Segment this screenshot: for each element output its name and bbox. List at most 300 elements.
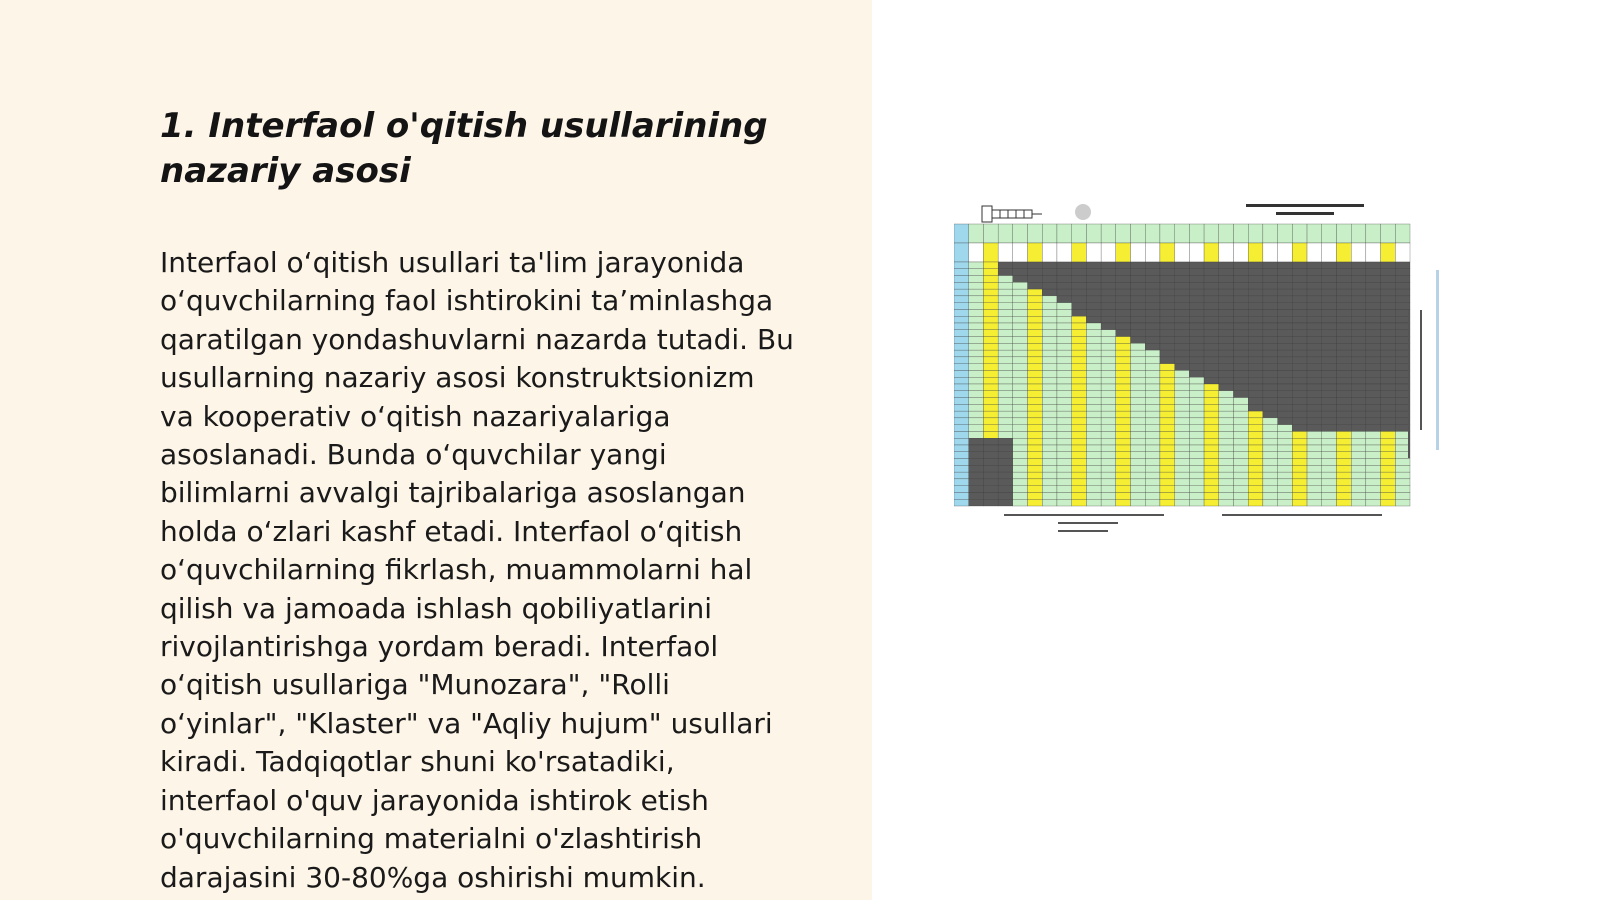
table-body-cell	[1013, 350, 1028, 357]
table-header-cell	[983, 224, 998, 243]
table-header-cell	[1086, 243, 1101, 262]
table-body-cell	[954, 384, 969, 391]
table-body-cell	[1278, 269, 1293, 276]
table-body-cell	[1263, 465, 1278, 472]
table-body-cell	[1145, 343, 1160, 350]
table-body-cell	[1381, 276, 1396, 283]
table-body-cell	[1278, 316, 1293, 323]
table-body-cell	[1248, 337, 1263, 344]
table-body-cell	[1145, 472, 1160, 479]
table-body-cell	[1204, 391, 1219, 398]
table-body-cell	[1307, 309, 1322, 316]
table-header-cell	[1204, 243, 1219, 262]
table-body-cell	[1322, 391, 1337, 398]
table-body-cell	[1057, 411, 1072, 418]
table-body-cell	[1395, 438, 1410, 445]
table-body-cell	[1042, 499, 1057, 506]
table-body-cell	[1351, 459, 1366, 466]
table-body-cell	[1263, 438, 1278, 445]
table-body-cell	[1219, 370, 1234, 377]
table-body-cell	[1189, 486, 1204, 493]
table-body-cell	[954, 418, 969, 425]
table-body-cell	[1189, 337, 1204, 344]
table-body-cell	[1233, 418, 1248, 425]
table-body-cell	[1322, 398, 1337, 405]
table-body-cell	[1233, 269, 1248, 276]
table-body-cell	[1248, 282, 1263, 289]
table-body-cell	[1204, 370, 1219, 377]
table-body-cell	[1131, 431, 1146, 438]
table-body-cell	[1072, 499, 1087, 506]
table-body-cell	[1233, 377, 1248, 384]
table-body-cell	[1189, 269, 1204, 276]
table-body-cell	[1145, 398, 1160, 405]
table-body-cell	[1131, 330, 1146, 337]
table-body-cell	[998, 262, 1013, 269]
table-body-cell	[1292, 364, 1307, 371]
table-body-cell	[983, 357, 998, 364]
table-body-cell	[1366, 357, 1381, 364]
table-body-cell	[1278, 472, 1293, 479]
table-body-cell	[969, 350, 984, 357]
table-body-cell	[969, 377, 984, 384]
table-header-cell	[1395, 224, 1410, 243]
table-body-cell	[1189, 364, 1204, 371]
table-body-cell	[1072, 384, 1087, 391]
table-header-cell	[969, 243, 984, 262]
table-body-cell	[1204, 425, 1219, 432]
table-body-cell	[1204, 262, 1219, 269]
table-header-cell	[1028, 224, 1043, 243]
table-body-cell	[1366, 337, 1381, 344]
table-body-cell	[1292, 384, 1307, 391]
table-body-cell	[1028, 384, 1043, 391]
table-body-cell	[1101, 276, 1116, 283]
table-body-cell	[1278, 384, 1293, 391]
table-body-cell	[1131, 486, 1146, 493]
table-body-cell	[1086, 404, 1101, 411]
table-body-cell	[1366, 452, 1381, 459]
table-body-cell	[1278, 411, 1293, 418]
table-body-cell	[1101, 289, 1116, 296]
table-body-cell	[1336, 364, 1351, 371]
table-body-cell	[1204, 492, 1219, 499]
table-body-cell	[1366, 398, 1381, 405]
table-body-cell	[1175, 404, 1190, 411]
table-body-cell	[1278, 337, 1293, 344]
table-body-cell	[1086, 492, 1101, 499]
table-body-cell	[969, 276, 984, 283]
table-body-cell	[1219, 486, 1234, 493]
table-body-cell	[1322, 269, 1337, 276]
table-body-cell	[1072, 370, 1087, 377]
table-body-cell	[1351, 364, 1366, 371]
table-body-cell	[1086, 364, 1101, 371]
table-body-cell	[1248, 425, 1263, 432]
table-body-cell	[1072, 465, 1087, 472]
table-body-cell	[969, 465, 984, 472]
table-body-cell	[1175, 337, 1190, 344]
table-body-cell	[1351, 282, 1366, 289]
table-body-cell	[1086, 398, 1101, 405]
table-body-cell	[1336, 411, 1351, 418]
table-body-cell	[1322, 486, 1337, 493]
table-body-cell	[998, 289, 1013, 296]
table-body-cell	[1233, 296, 1248, 303]
table-body-cell	[1263, 452, 1278, 459]
table-body-cell	[1131, 323, 1146, 330]
table-body-cell	[1042, 350, 1057, 357]
table-body-cell	[1366, 404, 1381, 411]
table-body-cell	[1072, 330, 1087, 337]
table-body-cell	[1233, 262, 1248, 269]
table-body-cell	[1292, 370, 1307, 377]
table-body-cell	[1116, 377, 1131, 384]
table-body-cell	[1307, 486, 1322, 493]
table-body-cell	[1028, 418, 1043, 425]
table-body-cell	[969, 343, 984, 350]
table-body-cell	[1189, 262, 1204, 269]
table-body-cell	[969, 459, 984, 466]
table-body-cell	[1072, 459, 1087, 466]
table-body-cell	[1219, 452, 1234, 459]
table-header-cell	[1219, 224, 1234, 243]
table-body-cell	[1395, 262, 1410, 269]
table-body-cell	[1292, 323, 1307, 330]
table-body-cell	[1145, 452, 1160, 459]
table-body-cell	[1219, 459, 1234, 466]
table-body-cell	[1057, 431, 1072, 438]
table-body-cell	[1278, 486, 1293, 493]
table-body-cell	[1219, 364, 1234, 371]
table-body-cell	[1322, 323, 1337, 330]
table-body-cell	[1322, 316, 1337, 323]
table-body-cell	[1086, 452, 1101, 459]
table-body-cell	[1381, 492, 1396, 499]
table-body-cell	[954, 303, 969, 310]
table-body-cell	[998, 418, 1013, 425]
table-body-cell	[1219, 425, 1234, 432]
table-body-cell	[1219, 269, 1234, 276]
table-body-cell	[1175, 350, 1190, 357]
table-body-cell	[1160, 398, 1175, 405]
table-body-cell	[1292, 377, 1307, 384]
table-body-cell	[1175, 303, 1190, 310]
table-body-cell	[1116, 357, 1131, 364]
table-body-cell	[1028, 425, 1043, 432]
table-body-cell	[1233, 309, 1248, 316]
table-body-cell	[1175, 384, 1190, 391]
table-body-cell	[1366, 262, 1381, 269]
table-body-cell	[1233, 276, 1248, 283]
table-body-cell	[1322, 499, 1337, 506]
table-body-cell	[1175, 431, 1190, 438]
table-body-cell	[1219, 438, 1234, 445]
table-body-cell	[1116, 391, 1131, 398]
table-body-cell	[1322, 282, 1337, 289]
table-body-cell	[1175, 262, 1190, 269]
table-body-cell	[1278, 377, 1293, 384]
table-body-cell	[1131, 343, 1146, 350]
table-body-cell	[1057, 465, 1072, 472]
table-body-cell	[1219, 330, 1234, 337]
table-body-cell	[1057, 404, 1072, 411]
table-body-cell	[1116, 289, 1131, 296]
table-body-cell	[998, 330, 1013, 337]
table-body-cell	[954, 296, 969, 303]
table-body-cell	[1160, 269, 1175, 276]
table-body-cell	[1395, 452, 1410, 459]
table-body-cell	[1042, 370, 1057, 377]
table-body-cell	[998, 350, 1013, 357]
table-body-cell	[1116, 296, 1131, 303]
table-body-cell	[969, 269, 984, 276]
table-body-cell	[1160, 411, 1175, 418]
table-body-cell	[1248, 431, 1263, 438]
table-body-cell	[1219, 499, 1234, 506]
table-body-cell	[1086, 316, 1101, 323]
table-body-cell	[1204, 398, 1219, 405]
table-body-cell	[1013, 452, 1028, 459]
table-body-cell	[1307, 330, 1322, 337]
table-body-cell	[1028, 296, 1043, 303]
table-body-cell	[1131, 391, 1146, 398]
table-body-cell	[1072, 282, 1087, 289]
table-body-cell	[969, 364, 984, 371]
table-body-cell	[1322, 296, 1337, 303]
table-body-cell	[1175, 479, 1190, 486]
table-body-cell	[1322, 459, 1337, 466]
table-body-cell	[1322, 370, 1337, 377]
table-body-cell	[1131, 269, 1146, 276]
table-body-cell	[1307, 316, 1322, 323]
table-body-cell	[1175, 330, 1190, 337]
table-body-cell	[1131, 357, 1146, 364]
table-body-cell	[1233, 350, 1248, 357]
table-body-cell	[1336, 377, 1351, 384]
table-body-cell	[1057, 445, 1072, 452]
table-header-cell	[1116, 224, 1131, 243]
table-body-cell	[983, 452, 998, 459]
table-body-cell	[1307, 337, 1322, 344]
table-body-cell	[954, 492, 969, 499]
table-body-cell	[1101, 357, 1116, 364]
table-body-cell	[1175, 472, 1190, 479]
table-body-cell	[1292, 337, 1307, 344]
table-body-cell	[1072, 472, 1087, 479]
table-body-cell	[1366, 425, 1381, 432]
table-body-cell	[1145, 486, 1160, 493]
table-body-cell	[1101, 309, 1116, 316]
table-body-cell	[1219, 289, 1234, 296]
table-body-cell	[1233, 438, 1248, 445]
table-body-cell	[1072, 492, 1087, 499]
table-header-cell	[1101, 243, 1116, 262]
table-body-cell	[954, 350, 969, 357]
table-body-cell	[1263, 303, 1278, 310]
table-body-cell	[1057, 316, 1072, 323]
table-body-cell	[1160, 276, 1175, 283]
table-body-cell	[1204, 350, 1219, 357]
table-body-cell	[1189, 479, 1204, 486]
table-body-cell	[1028, 445, 1043, 452]
table-body-cell	[1381, 425, 1396, 432]
table-body-cell	[1204, 431, 1219, 438]
table-body-cell	[1351, 303, 1366, 310]
table-body-cell	[1189, 303, 1204, 310]
table-body-cell	[954, 316, 969, 323]
table-body-cell	[1307, 282, 1322, 289]
table-body-cell	[1395, 289, 1410, 296]
table-body-cell	[1086, 499, 1101, 506]
table-body-cell	[1028, 499, 1043, 506]
table-body-cell	[1101, 364, 1116, 371]
table-body-cell	[1233, 303, 1248, 310]
table-body-cell	[1175, 276, 1190, 283]
table-body-cell	[1086, 465, 1101, 472]
table-body-cell	[1395, 486, 1410, 493]
table-body-cell	[998, 486, 1013, 493]
table-body-cell	[1175, 492, 1190, 499]
table-body-cell	[1116, 276, 1131, 283]
table-body-cell	[1116, 282, 1131, 289]
table-body-cell	[1248, 398, 1263, 405]
table-body-cell	[1351, 431, 1366, 438]
table-body-cell	[1086, 479, 1101, 486]
table-body-cell	[983, 377, 998, 384]
table-body-cell	[1189, 431, 1204, 438]
table-body-cell	[1307, 459, 1322, 466]
table-body-cell	[1233, 499, 1248, 506]
table-body-cell	[1116, 404, 1131, 411]
table-body-cell	[1160, 370, 1175, 377]
table-body-cell	[1160, 384, 1175, 391]
table-body-cell	[1278, 445, 1293, 452]
table-body-cell	[1175, 398, 1190, 405]
table-body-cell	[983, 276, 998, 283]
table-body-cell	[969, 370, 984, 377]
table-body-cell	[1322, 472, 1337, 479]
table-body-cell	[1263, 337, 1278, 344]
table-body-cell	[1057, 323, 1072, 330]
table-body-cell	[1248, 499, 1263, 506]
table-body-cell	[1248, 418, 1263, 425]
table-body-cell	[969, 431, 984, 438]
table-body-cell	[1307, 276, 1322, 283]
table-header-cell	[954, 224, 969, 243]
table-body-cell	[954, 472, 969, 479]
table-body-cell	[1233, 282, 1248, 289]
table-body-cell	[1336, 418, 1351, 425]
table-body-cell	[1101, 438, 1116, 445]
slide-title: 1. Interfaol o'qitish usullarining nazariy asosi	[160, 106, 768, 191]
table-body-cell	[1057, 282, 1072, 289]
table-body-cell	[1057, 459, 1072, 466]
table-body-cell	[1322, 425, 1337, 432]
table-body-cell	[969, 438, 984, 445]
table-body-cell	[1204, 472, 1219, 479]
table-body-cell	[1072, 309, 1087, 316]
table-body-cell	[1381, 479, 1396, 486]
table-body-cell	[1072, 323, 1087, 330]
table-body-cell	[1086, 418, 1101, 425]
table-body-cell	[1042, 330, 1057, 337]
table-body-cell	[1072, 486, 1087, 493]
table-body-cell	[1116, 452, 1131, 459]
table-body-cell	[1292, 309, 1307, 316]
table-body-cell	[1160, 499, 1175, 506]
table-body-cell	[1263, 445, 1278, 452]
table-body-cell	[1101, 384, 1116, 391]
table-body-cell	[1204, 377, 1219, 384]
table-body-cell	[1219, 357, 1234, 364]
table-body-cell	[983, 499, 998, 506]
table-body-cell	[1145, 289, 1160, 296]
table-body-cell	[969, 492, 984, 499]
table-body-cell	[1116, 384, 1131, 391]
table-body-cell	[983, 445, 998, 452]
table-body-cell	[1013, 323, 1028, 330]
table-body-cell	[1351, 438, 1366, 445]
table-body-cell	[1395, 411, 1410, 418]
table-body-cell	[1028, 472, 1043, 479]
table-body-cell	[1307, 350, 1322, 357]
table-body-cell	[1292, 350, 1307, 357]
table-body-cell	[1028, 459, 1043, 466]
table-body-cell	[1072, 479, 1087, 486]
table-body-cell	[1086, 289, 1101, 296]
table-body-cell	[1028, 377, 1043, 384]
table-body-cell	[1307, 343, 1322, 350]
table-body-cell	[1189, 384, 1204, 391]
table-body-cell	[1351, 276, 1366, 283]
table-body-cell	[1248, 289, 1263, 296]
table-body-cell	[1028, 492, 1043, 499]
table-body-cell	[1028, 431, 1043, 438]
table-header-cell	[1366, 224, 1381, 243]
table-body-cell	[1381, 357, 1396, 364]
table-body-cell	[1189, 445, 1204, 452]
table-header-cell	[1189, 243, 1204, 262]
table-body-cell	[1057, 418, 1072, 425]
table-body-cell	[1292, 404, 1307, 411]
table-body-cell	[1351, 262, 1366, 269]
table-body-cell	[1160, 343, 1175, 350]
table-body-cell	[1131, 282, 1146, 289]
table-body-cell	[1086, 370, 1101, 377]
table-body-cell	[1292, 492, 1307, 499]
table-body-cell	[1366, 303, 1381, 310]
table-body-cell	[1248, 377, 1263, 384]
table-body-cell	[969, 391, 984, 398]
table-body-cell	[1145, 282, 1160, 289]
table-body-cell	[1145, 404, 1160, 411]
table-body-cell	[983, 350, 998, 357]
table-body-cell	[1278, 364, 1293, 371]
table-body-cell	[1263, 269, 1278, 276]
table-body-cell	[1057, 452, 1072, 459]
table-body-cell	[1160, 465, 1175, 472]
table-body-cell	[1042, 404, 1057, 411]
table-body-cell	[1160, 418, 1175, 425]
table-body-cell	[954, 282, 969, 289]
table-body-cell	[1160, 289, 1175, 296]
table-body-cell	[1131, 370, 1146, 377]
table-body-cell	[1145, 438, 1160, 445]
table-body-cell	[1072, 276, 1087, 283]
table-body-cell	[1366, 391, 1381, 398]
table-body-cell	[1248, 452, 1263, 459]
